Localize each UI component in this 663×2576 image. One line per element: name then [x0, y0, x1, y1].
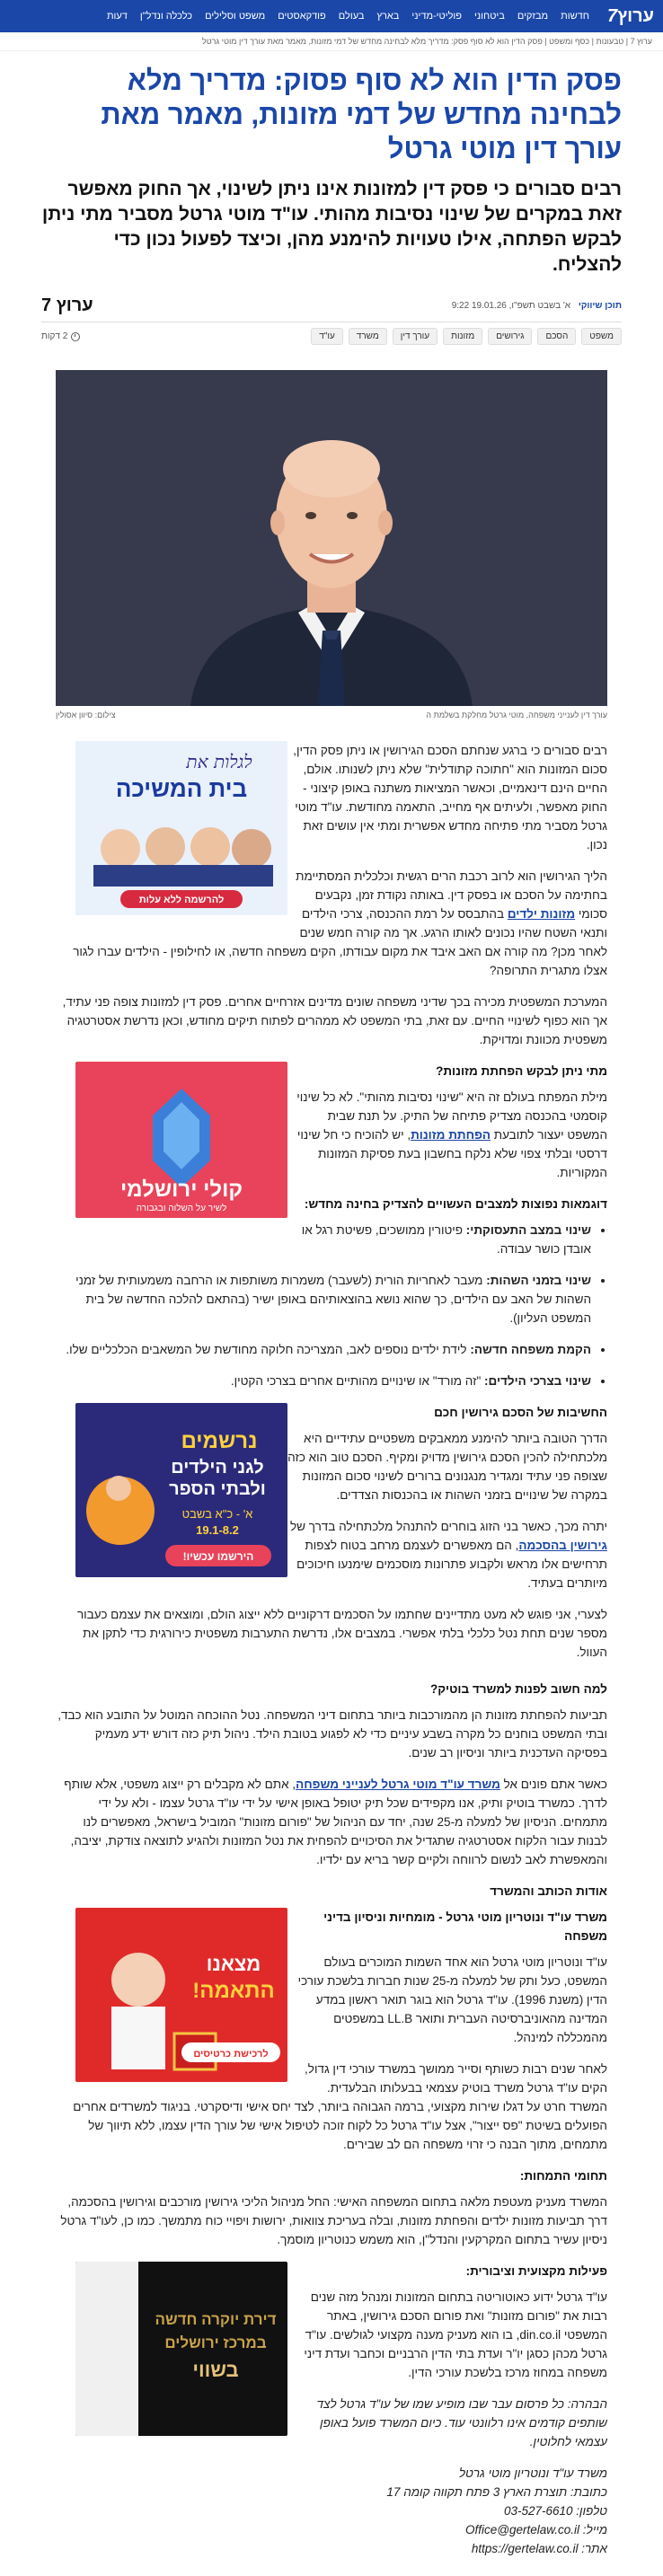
tag-item[interactable]: משפט — [581, 328, 622, 345]
link-office[interactable]: משרד עו"ד מוטי גרטל לענייני משפחה — [296, 1778, 500, 1791]
ad2-line1: קולי ירושלמי — [119, 1178, 243, 1202]
nav-item-law[interactable]: משפט וסלילים — [205, 11, 266, 22]
nav-item-israel[interactable]: בארץ — [376, 11, 400, 22]
tag-item[interactable]: עורך דין — [393, 328, 438, 345]
examples-list — [56, 1221, 591, 1390]
article-subtitle: רבים סבורים כי פסק דין למזונות אינו ניתן לשינוי, אך החוק מאפשר זאת במקרים של שינוי נסיבות מהותי. עו"ד מוטי גרטל מסביר מתי ניתן לבקש הפתחה, אילו טעויות להימנע מהן, וכיצד לפעול נכון כדי להצליח. — [41, 179, 622, 275]
list-item: • הקמת משפחה חדשה: לידת ילדים נוספים לאב, המצריכה חלוקה מחודשת של המשאבים הכלכליים שלו. — [56, 1340, 591, 1359]
ad3-line3: ולבתי הספר — [169, 1479, 266, 1499]
ad3-date2: 19.1-8.2 — [196, 1523, 239, 1537]
mini-logo: ערוץ 7 — [41, 296, 93, 315]
ad-banner-kindergarten[interactable] — [75, 1403, 287, 1577]
ad-banner-match[interactable] — [75, 1908, 287, 2082]
ad-banner-jerusalem-voice[interactable] — [75, 1062, 287, 1218]
hero-image — [56, 370, 607, 706]
ad-illustration — [75, 1062, 287, 1218]
body-paragraph-6: יתרה מכך, כאשר בני הזוג בוחרים להתנהל מלכתחילה בדרך של גירושין בהסכמה, הם מאפשרים לעצמם מרחב בטוח לצפות תרחישים אלו מראש ולקבוע פתרונות מוסכמים שימנעו חיכוכים מיותרים בעתיד. — [290, 1520, 607, 1590]
nav-item-economy[interactable]: כלכלה ונדל"ן — [139, 11, 193, 22]
body-paragraph-4: מילת המפתח בעולם זה היא "שינוי נסיבות מהותי". לא כל שינוי קוסמטי בהכנסה מצדיק פתיחה של התיק. על תנת שבית המשפט יעצור לתובעת הפחתת מזונות, יש להוכיח כי חל שינוי דרסטי ובלתי צפוי שלא נלקח בחשבון בעת פסיקת המזונות המקוריות. — [296, 1090, 607, 1179]
ad3-date: א' - כ"א בשבט — [181, 1507, 253, 1521]
list-item: • שינוי בזמני השהות: מעבר לאחריות הורית (לשעבר) משמרות משותפות או הרחבה משמעותית של זמני השהות של האב עם הילדים, כך שהוא נושא בהוצאותיהם באופן ישיר (בהתאם להלכה החדשה של בית המשפט העליון). — [56, 1271, 591, 1328]
clock-icon — [71, 332, 80, 341]
tags-row — [41, 328, 622, 345]
nav-items — [107, 11, 589, 22]
heading-office: משרד עו"ד ונוטריון מוטי גרטל - מומחיות וניסיון בדיני משפחה — [323, 1910, 607, 1943]
nav-item-politics[interactable]: פוליטי-מדיני — [411, 11, 462, 22]
body-paragraph-13: עו"ד גרטל ידוע כאוטוריטה בתחום המזונות ומנהל מזה שנים רבות את "פורום מזונות" ואת פורום הסכם גירושין, באתר המשפטי din.co.il, בו הוא מעניק מענה מקצועי לגולשים. עו"ד גרטל מכהן כסגן יו"ר ועדת בתי הדין הרבניים וכחבר ועדת דיני משפחה במחוז מרכז בלשכת עורכי הדין. — [304, 2290, 607, 2379]
portrait-illustration — [56, 370, 607, 706]
article-header — [41, 51, 622, 345]
nav-item-security[interactable]: ביטחוני — [473, 11, 505, 22]
heading-why: למה חשוב לפנות למשרד בוטיק? — [429, 1682, 607, 1696]
tag-item[interactable]: מזונות — [443, 328, 482, 345]
page-title: פסק הדין הוא לא סוף פסוק: מדריך מלא לבחינה מחדש של דמי מזונות, מאמר מאת עורך דין מוטי גרטל — [101, 65, 622, 164]
ad-illustration — [75, 2262, 287, 2436]
tag-item[interactable]: הסכם — [537, 328, 576, 345]
ad5-line1: דירת יוקרה חדשה — [155, 2311, 277, 2328]
body-paragraph-1: רבים סבורים כי ברגע שנחתם הסכם הגירושין או ניתן פסק הדין, סכום המזונות הוא "חתוכה קתודלית" שלא ניתן לשנותו. אולם, החיים הינם דינאמיים, וכאשר המציאות משתנה באופן קיצוני - החוק מאפשר, ולעיתים אף מחייב, התאמה מחודשת. עו"ד מוטי גרטל מסביר מתי פתיחה מחדש אפשרית ומתי אין עושים זאת נכון. — [293, 744, 607, 851]
link-child-support[interactable]: מזונות ילדים — [507, 907, 576, 921]
link-reduction[interactable]: הפחתת מזונות — [411, 1128, 491, 1142]
ad4-cta: לרכישת כרטיסים — [193, 2049, 269, 2060]
heading-examples: דוגמאות נפוצות למצבים העשויים להצדיק בחינה מחדש: — [304, 1197, 607, 1211]
ad-illustration — [75, 1908, 287, 2082]
tag-list — [311, 328, 622, 345]
contact-line: כתובת: תוצרת הארץ 3 פתח תקווה קומה 17 — [386, 2485, 607, 2499]
author-info — [452, 301, 622, 311]
contact-line[interactable]: אתר: https://gertelaw.co.il — [471, 2542, 607, 2555]
link-consensual-divorce[interactable]: גירושין בהסכמה — [518, 1539, 607, 1552]
heading-about: אודות הכותב והמשרד — [490, 1884, 607, 1898]
publish-date: א' בשבט תשפ"ו, 19.01.26 9:22 — [451, 301, 571, 311]
reading-time — [41, 331, 80, 341]
ad5-line2: במרכז ירושלים — [164, 2334, 267, 2351]
contact-line[interactable]: טלפון: 03-527-6610 — [503, 2504, 607, 2518]
ad-banner-apartment[interactable] — [75, 2262, 287, 2436]
ad1-line1: לגלות את — [186, 751, 252, 772]
body-paragraph-11: לאחר שנים רבות כשותף וסייר ממושך במשרד עורכי דין גדול, הקים עו"ד גרטל משרד בוטיק עצמאי בבעלותו הבלעדית. המשרד חרט על דגלו שירות מקצועי, ברמה הגבוהה ביותר, לצד יחס אישי ודיסקרטי. בניגוד למשרדים אחרים הפועלים בשיטת "פס ייצור", אצל עו"ד גרטל כל לקוח זוכה לטיפול אישי של עורך הדין עצמו, ללא תיווך של מתמחים, מתוך הבנה כי זרוי משפחה הם לב שבירים. — [73, 2062, 607, 2151]
ad4-line2: התאמה! — [192, 1979, 275, 2003]
ad3-line2: לגני הילדים — [171, 1458, 264, 1478]
body-paragraph-9: כאשר אתם פונים אל משרד עו"ד מוטי גרטל לענייני משפחה, אתם לא מקבלים רק ייצוג משפטי, אלא שותף לדרך. כמשרד בוטיק ותיק, אנו מקפידים שכל תיק יטופל באופן אישי על ידי עו"ד גרטל עצמו - ולא על ידי מתמחים. הניסיון של למעלה מ-25 שנה, יחד עם הניהול של "פורום מזונות" המוביל בישראל, מאפשרים לנו לבנות עבור הלקוח אסטרטגיה שתגדיל את הסיכויים להפחית את נטל המזונות ולהגיע לתוצאה צודקת, יציבה, והמאפשרת לאב לנשום לרווחה ולקיים קשר בריא עם ילדיו. — [64, 1778, 607, 1866]
breadcrumb: ערוץ 7 | טבעונות | כסף ומשפט | פסק הדין הוא לא סוף פסק: מדריך מלא לבחינה מחדש של דמי מזונות, מאמר מאת עורך דין מוטי גרטל — [0, 32, 663, 51]
ad3-cta: הירשמו עכשיו! — [182, 1550, 254, 1563]
body-paragraph-5: הדרך הטובה ביותר להימנע ממאבקים משפטיים עתידיים היא מלכתחילה להכין הסכם גירושין מדויק ומקיף. הסכם טוב הוא כזה שצופה פני עתיד ומגדיר מנגנונים ברורים לשינוי סכום המזונות במקרה של שינויים בזמני השהות או בהכנסות הצדדים. — [287, 1432, 607, 1502]
list-item: • שינוי במצב התעסוקתי: פיטורין ממושכים, פשיטת רגל או אובדן כושר עבודה. — [56, 1221, 591, 1258]
heading-activity: פעילות מקצועית וציבורית: — [465, 2264, 607, 2278]
heading-when: מתי ניתן לבקש הפחתת מזונות? — [436, 1064, 607, 1078]
meta-row — [41, 296, 622, 322]
tag-item[interactable]: עו"ד — [311, 328, 343, 345]
article-body — [56, 741, 607, 2576]
nav-item-flash[interactable]: מבזקים — [517, 11, 549, 22]
contact-line[interactable]: מייל: Office@gertelaw.co.il — [465, 2523, 607, 2536]
site-logo[interactable]: ערוץ7 — [606, 5, 654, 26]
nav-item-world[interactable]: בעולם — [338, 11, 365, 22]
ad-illustration — [75, 1403, 287, 1577]
nav-item-podcasts[interactable]: פודקאסטים — [278, 11, 326, 22]
caption-text: עורך דין לענייני משפחה, מוטי גרטל מחלקת בשלמת ה — [426, 710, 607, 719]
top-nav — [0, 0, 663, 32]
list-item: • שינוי בצרכי הילדים: "זה מורד" או שינויים מהותיים אחרים בצרכי הקטין. — [56, 1372, 591, 1390]
body-paragraph-10: עו"ד ונוטריון מוטי גרטל הוא אחד השמות המוכרים בעולם המשפט, כעל ותק של למעלה מ-25 שנות חברות בלשכת עורכי הדין (משנת 1996). עו"ד גרטל הוא בוגר תואר ראשון במדע המדינה מהאוניברסיטה העברית ותואר LL.B במשפטים מהמכללה למינהל. — [297, 1955, 607, 2044]
body-paragraph-3: המערכת המשפטית מכירה בכך שדיני משפחה שונים מדינים אזרחיים אחרים. פסק דין למזונות צופה פני עתיד, אך הוא כפוף לשינויי החיים. עם זאת, בתי המשפט לא ממהרים לפתוח תיקים מחודש, וכאן נדרשת אסטרטגיה משפטית מכוונת ומדויקת. — [62, 995, 607, 1046]
contact-block — [56, 2464, 607, 2558]
tag-item[interactable]: גירושים — [488, 328, 532, 345]
ad1-line2: בית המשיכה — [115, 775, 248, 802]
image-caption — [56, 706, 607, 741]
ad1-cta: להרשמה ללא עלות — [138, 895, 225, 905]
body-paragraph-2: הליך הגירושין הוא לרוב רכבת הרים רגשית וכלכלית המסתיימת בחתימה על הסכם או בפסק דין. באותה נקודת זמן, נקבעים סכומי מזונות ילדים בהתבסס על רמת ההכנסה, צרכי הילדים ותנאי השטח שהיו נכונים לאותו הרגע. אך מה קורה חמש שנים לאחר מכן? מה קורה אם האב איבד את מקום עבודתו, הקים משפחה חדשה, או לחילופין - הילדים עברו לגור אצלו מתגרית התרופה? — [73, 869, 607, 977]
caption-credit: צילום: סיוון אסולין — [56, 710, 116, 719]
ad3-line1: נרשמים — [181, 1429, 258, 1453]
heading-expert: החשיבות של הסכם גירושין חכם — [434, 1406, 607, 1419]
body-paragraph-8: תביעות להפחתת מזונות הן מהמורכבות ביותר בתחום דיני המשפחה. נטל ההוכחה המוטל על התובע הוא כבד, ובתי המשפט בוחנים כל מקרה בשבע עיניים כדי לא לפגוע בטובת הילד. ניהול תיק כזה דורש ידע מעמיק בפסיקה העדכנית ביותר וניסיון רב שנים. — [57, 1708, 607, 1760]
body-paragraph-12: המשרד מעניק מעטפת מלאה בתחום המשפחה האישי: החל מניהול הליכי גירושין מורכבים וגירושין בהסכמה, דרך תביעות מזונות ילדים והפחתת מזונות, ובלה בעריכת צוואות, ירושות ויפויי כוח מתמשך. כמו כן, לעו"ד גרטל ניסיון עשיר בתחום המקרקעין והנדל"ן, הוא משמש כנוטריון מוסמך. — [60, 2195, 607, 2246]
nav-item-news[interactable]: חדשות — [561, 11, 589, 22]
tag-item[interactable]: משרד — [349, 328, 387, 345]
ad5-line3: בשווי — [192, 2359, 239, 2381]
author-link[interactable]: תוכן שיווקי — [578, 301, 622, 311]
reading-time-label: 2 דקות — [41, 331, 68, 341]
ad2-line2: לשיר על השלוה ובגבורה — [136, 1204, 227, 1213]
disclaimer: הבהרה: כל פרסום עבר שבו מופיע שמו של עו"ד גרטל לצד שותפים קודמים אינו רלוונטי עוד. כיום המשרד פועל באופן עצמאי לחלוטין. — [316, 2397, 607, 2448]
heading-practice: תחומי התמחות: — [519, 2169, 607, 2183]
contact-line: משרד עו"ד ונוטריון מוטי גרטל — [458, 2466, 607, 2480]
body-paragraph-7: לצערי, אני פוגש לא מעט מתדיינים שחתמו על הסכמים דרקוניים ללא ייצוג הולם, ומוצאים את עצמם כעבור מספר שנים תחת נטל כלכלי בלתי אפשרי. במצבים אלו, נדרשת התערבות משפטית כירורגית כדי לתקן את העוול. — [76, 1608, 607, 1659]
nav-item-opinions[interactable]: דעות — [106, 11, 128, 22]
ad4-line1: מצאנו — [206, 1953, 261, 1975]
ad-banner-mishkan[interactable] — [75, 741, 287, 915]
ad-illustration — [75, 741, 287, 915]
